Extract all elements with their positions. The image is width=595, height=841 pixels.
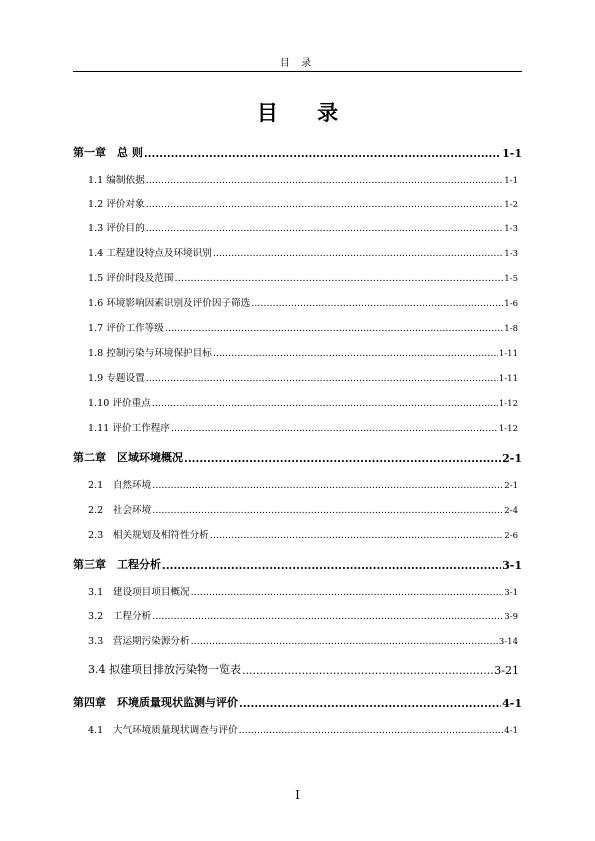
toc-page-number: 1-3 bbox=[504, 224, 518, 234]
dot-leader bbox=[191, 587, 504, 598]
toc-section-2-3[interactable] bbox=[88, 527, 518, 541]
toc-entry-label: 第一章 总 则 bbox=[73, 146, 143, 159]
toc-page-number: 1-1 bbox=[504, 176, 518, 186]
toc-section-3-3[interactable] bbox=[88, 633, 518, 647]
toc-section-1-2[interactable] bbox=[88, 196, 518, 210]
toc-section-1-11[interactable] bbox=[88, 420, 518, 434]
toc-page-number: 1-3 bbox=[504, 249, 518, 259]
dot-leader bbox=[191, 636, 498, 647]
toc-section-2-1[interactable] bbox=[88, 477, 518, 491]
toc-page-number: 3-9 bbox=[504, 612, 518, 622]
toc-entry-label: 2.1 自然环境 bbox=[88, 480, 152, 491]
toc-page-number: 1-8 bbox=[504, 324, 518, 334]
dot-leader bbox=[213, 348, 498, 359]
dot-leader bbox=[146, 373, 498, 384]
dot-leader bbox=[146, 175, 504, 186]
toc-page-number: 1-2 bbox=[504, 200, 518, 210]
toc-section-1-8[interactable] bbox=[88, 345, 518, 359]
toc-chapter-3[interactable] bbox=[73, 556, 522, 572]
toc-entry-label: 3.3 营运期污染源分析 bbox=[88, 636, 190, 647]
toc-entry-label: 2.3 相关规划及相符性分析 bbox=[88, 530, 209, 541]
toc-entry-label: 1.11 评价工作程序 bbox=[88, 423, 170, 434]
toc-entry-label: 1.4 工程建设特点及环境识别 bbox=[88, 248, 212, 259]
dot-leader bbox=[174, 273, 503, 284]
toc-page-number: 3-14 bbox=[498, 637, 518, 647]
toc-section-1-10[interactable] bbox=[88, 395, 518, 409]
toc-page-number: 2-6 bbox=[504, 531, 518, 541]
toc-entry-label: 1.2 评价对象 bbox=[88, 199, 145, 210]
dot-leader bbox=[239, 697, 501, 710]
toc-section-1-6[interactable] bbox=[88, 295, 518, 309]
toc-entry-label: 3.4 拟建项目排放污染物一览表 bbox=[88, 663, 241, 676]
toc-page-number: 1-6 bbox=[504, 299, 518, 309]
dot-leader bbox=[171, 423, 498, 434]
running-header: 目 录 bbox=[279, 58, 316, 69]
dot-leader bbox=[152, 505, 503, 516]
toc-page-number: 2-4 bbox=[504, 506, 518, 516]
toc-entry-label: 1.9 专题设置 bbox=[88, 373, 145, 384]
toc-page-number: 2-1 bbox=[504, 481, 518, 491]
toc-page-number: 1-5 bbox=[504, 274, 518, 284]
toc-entry-label: 1.1 编制依据 bbox=[88, 175, 145, 186]
dot-leader bbox=[146, 199, 504, 210]
toc-section-1-7[interactable] bbox=[88, 320, 518, 334]
dot-leader bbox=[152, 398, 498, 409]
toc-entry-label: 第三章 工程分析 bbox=[73, 558, 161, 571]
page-title: 目 录 bbox=[256, 100, 355, 125]
dot-leader bbox=[184, 452, 501, 465]
dot-leader bbox=[146, 223, 504, 234]
toc-chapter-2[interactable] bbox=[73, 449, 522, 465]
toc-section-4-1[interactable] bbox=[88, 722, 518, 736]
toc-section-1-4[interactable] bbox=[88, 245, 518, 259]
toc-page-number: 1-11 bbox=[498, 349, 518, 359]
toc-page-number: 3-21 bbox=[494, 664, 519, 677]
toc-entry-label: 第四章 环境质量现状监测与评价 bbox=[73, 696, 238, 709]
toc-entry-label: 3.2 工程分析 bbox=[88, 611, 152, 622]
toc-entry-label: 1.5 评价时段及范围 bbox=[88, 273, 174, 284]
toc-page-number: 4-1 bbox=[502, 697, 522, 710]
toc-section-2-2[interactable] bbox=[88, 502, 518, 516]
toc-page-number: 4-1 bbox=[504, 726, 518, 736]
footer-page-number: I bbox=[295, 788, 300, 802]
toc-chapter-4[interactable] bbox=[73, 694, 522, 710]
toc-page-number: 1-1 bbox=[502, 147, 522, 160]
dot-leader bbox=[152, 611, 503, 622]
toc-section-1-5[interactable] bbox=[88, 270, 518, 284]
toc-entry-label: 1.7 评价工作等级 bbox=[88, 323, 164, 334]
toc-entry-label: 3.1 建设项目项目概况 bbox=[88, 587, 190, 598]
toc-page-number: 1-11 bbox=[498, 374, 518, 384]
toc-entry-label: 2.2 社会环境 bbox=[88, 505, 152, 516]
dot-leader bbox=[213, 248, 503, 259]
dot-leader bbox=[162, 559, 501, 572]
toc-section-1-9[interactable] bbox=[88, 370, 518, 384]
dot-leader bbox=[165, 323, 503, 334]
toc-entry-label: 1.8 控制污染与环境保护目标 bbox=[88, 348, 212, 359]
dot-leader bbox=[239, 725, 504, 736]
toc-page-number: 1-12 bbox=[498, 399, 518, 409]
toc-entry-label: 4.1 大气环境质量现状调查与评价 bbox=[88, 725, 238, 736]
toc-chapter-1[interactable] bbox=[73, 144, 522, 160]
dot-leader bbox=[152, 480, 503, 491]
toc-entry-label: 1.3 评价目的 bbox=[88, 223, 145, 234]
toc-entry-label: 第二章 区域环境概况 bbox=[73, 451, 183, 464]
toc-entry-label: 1.6 环境影响因素识别及评价因子筛选 bbox=[88, 298, 251, 309]
toc-page-number: 3-1 bbox=[502, 559, 522, 572]
toc-page-number: 2-1 bbox=[502, 452, 522, 465]
toc-section-3-2[interactable] bbox=[88, 608, 518, 622]
dot-leader bbox=[210, 530, 504, 541]
toc-section-3-1[interactable] bbox=[88, 584, 518, 598]
toc-page-number: 3-1 bbox=[504, 588, 518, 598]
toc-section-3-4[interactable] bbox=[88, 661, 519, 677]
dot-leader bbox=[242, 664, 493, 677]
toc-section-1-3[interactable] bbox=[88, 220, 518, 234]
toc-entry-label: 1.10 评价重点 bbox=[88, 398, 151, 409]
dot-leader bbox=[144, 147, 501, 160]
toc-page-number: 1-12 bbox=[498, 424, 518, 434]
toc-section-1-1[interactable] bbox=[88, 172, 518, 186]
dot-leader bbox=[251, 298, 503, 309]
